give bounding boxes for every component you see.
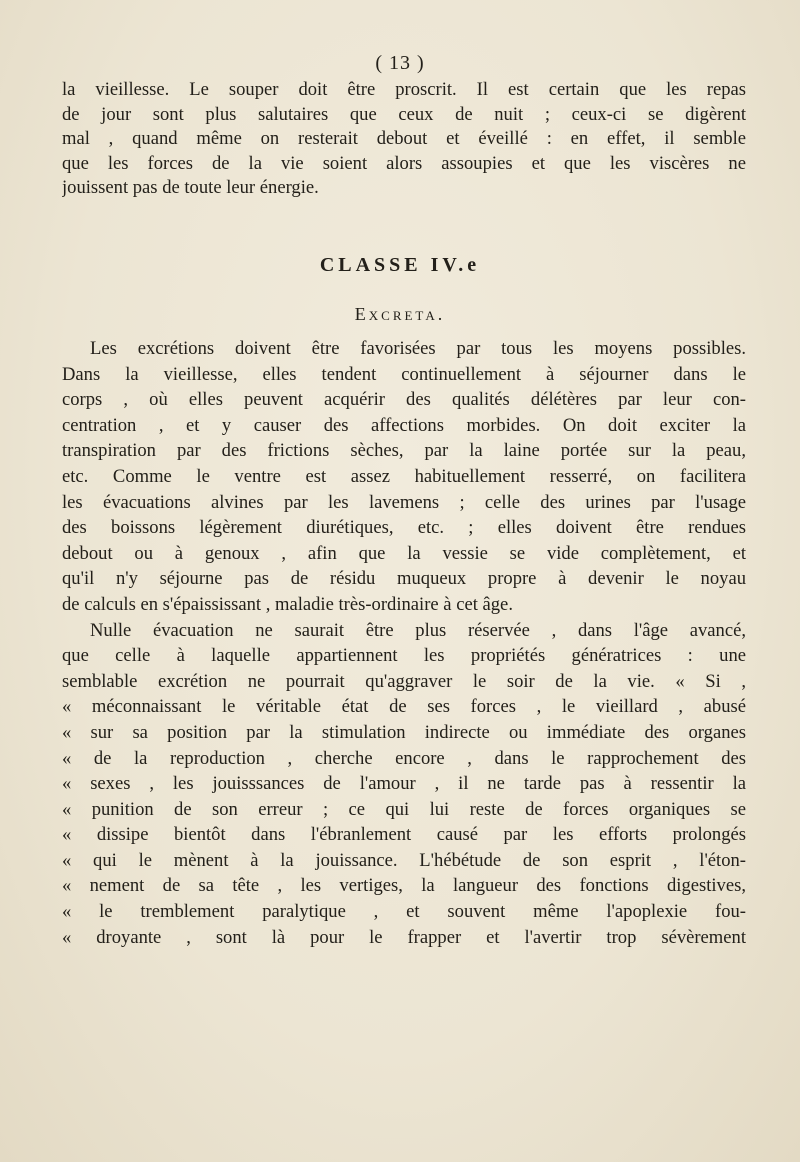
- text-line: jouissent pas de toute leur énergie.: [62, 177, 319, 199]
- text-line: « méconnaissant le véritable état de ses forces , le vieillard , abusé: [62, 696, 746, 718]
- text-line: « sexes , les jouisssances de l'amour , il ne tarde pas à ressentir la: [62, 773, 746, 795]
- paragraph-2-3: [62, 336, 746, 950]
- text-line: « de la reproduction , cherche encore , dans le rapprochement des: [62, 747, 746, 769]
- text-line: « dissipe bientôt dans l'ébranlement causé par les efforts prolongés: [62, 824, 746, 846]
- text-line: « le tremblement paralytique , et souvent même l'apoplexie fou-: [62, 901, 746, 923]
- section-subheading-excreta: Excreta.: [354, 304, 446, 324]
- text-line: des boissons légèrement diurétiques, etc. ; elles doivent être rendues: [62, 517, 746, 539]
- text-line: de jour sont plus salutaires que ceux de nuit ; ceux-ci se digèrent: [62, 103, 746, 125]
- text-line: Dans la vieillesse, elles tendent continuellement à séjourner dans le: [62, 363, 746, 385]
- text-line: « qui le mènent à la jouissance. L'hébétude de son esprit , l'éton-: [62, 849, 746, 871]
- text-line: semblable excrétion ne pourrait qu'aggraver le soir de la vie. « Si ,: [62, 670, 746, 692]
- text-line: « sur sa position par la stimulation indirecte ou immédiate des organes: [62, 721, 746, 743]
- text-line: centration , et y causer des affections morbides. On doit exciter la: [62, 414, 746, 436]
- text-line: corps , où elles peuvent acquérir des qualités délétères par leur con-: [62, 389, 746, 411]
- text-line: « punition de son erreur ; ce qui lui reste de forces organiques se: [62, 798, 746, 820]
- text-line: que les forces de la vie soient alors assoupies et que les viscères ne: [62, 152, 746, 174]
- text-line: la vieillesse. Le souper doit être proscrit. Il est certain que les repas: [62, 79, 746, 100]
- text-line: transpiration par des frictions sèches, par la laine portée sur la peau,: [62, 440, 746, 462]
- text-line: qu'il n'y séjourne pas de résidu muqueux propre à devenir le noyau: [62, 568, 746, 590]
- text-line: de calculs en s'épaississant , maladie très-ordinaire à cet âge.: [62, 593, 513, 615]
- text-line: etc. Comme le ventre est assez habituellement resserré, on facilitera: [62, 465, 746, 487]
- text-line: que celle à laquelle appartiennent les propriétés génératrices : une: [62, 645, 746, 667]
- text-line: « nement de sa tête , les vertiges, la langueur des fonctions digestives,: [62, 875, 746, 897]
- text-line: les évacuations alvines par les lavemens ; celle des urines par l'usage: [62, 491, 746, 513]
- page-number: ( 13 ): [375, 52, 425, 74]
- text-line: Les excrétions doivent être favorisées par tous les moyens possibles.: [90, 338, 746, 359]
- paragraph-1: [62, 78, 746, 201]
- text-line: debout ou à genoux , afin que la vessie se vide complètement, et: [62, 542, 746, 564]
- text-line: Nulle évacuation ne saurait être plus réservée , dans l'âge avancé,: [90, 619, 746, 641]
- text-line: mal , quand même on resterait debout et éveillé : en effet, il semble: [62, 128, 746, 150]
- section-heading-classe: CLASSE IV.e: [319, 254, 481, 276]
- text-line: « droyante , sont là pour le frapper et l'avertir trop sévèrement: [62, 926, 746, 948]
